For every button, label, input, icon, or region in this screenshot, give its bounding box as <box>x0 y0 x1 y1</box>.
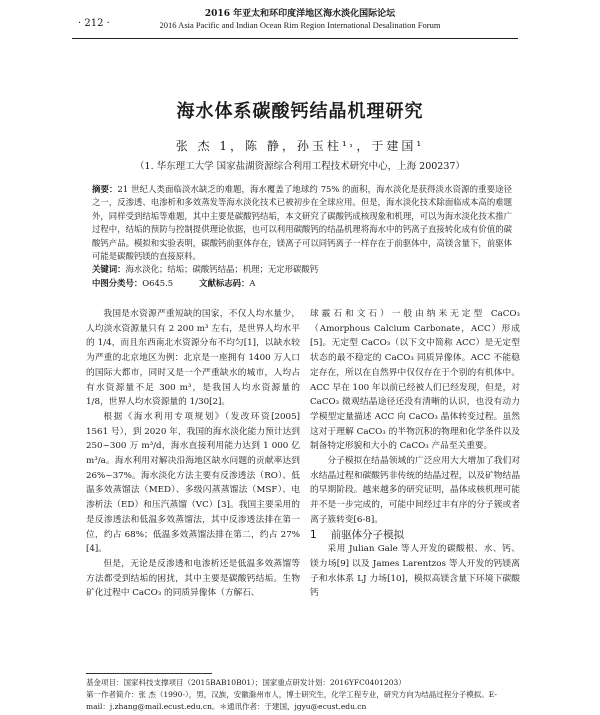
journal-title-cn: 2016 年亚太和环印度洋地区海水淡化国际论坛 <box>204 9 396 19</box>
body-paragraph-5: 采用 Julian Gale 等人开发的碳酸根、水、钙、镁力场[9] 以及 James Larentzos 等人开发的钙镁离子和水体系 LJ 力场[10]，模拟高镁含量下环境下碳酸钙 <box>310 544 520 599</box>
page-number: · 212 · <box>78 18 110 29</box>
body-paragraph-4: 分子模拟在结晶领域的广泛应用大大增加了我们对水结晶过程和碳酸钙非传统的结晶过程，以及矿物结晶的早期阶段。越来越多的研究证明，晶体成核机理可能并不是一步完成的，可能中间经过丰有序的分子簇或者离子簇转变[6-8]。 <box>310 456 520 525</box>
classification-line <box>92 277 512 290</box>
affiliation: （1. 华东理工大学 国家盐湖资源综合利用工程技术研究中心，上海 200237） <box>135 161 465 172</box>
keywords-text: 海水淡化；结垢；碳酸钙结晶；机理；无定形碳酸钙 <box>125 264 319 275</box>
running-header <box>0 4 600 40</box>
abstract-paragraph <box>92 183 512 263</box>
header-rule <box>72 38 518 39</box>
keywords-line <box>92 263 512 276</box>
doc-code: A <box>249 277 256 288</box>
author-list: 张 杰 1，陈 静，孙玉柱¹˒，于建国¹ <box>175 139 425 153</box>
class-label: 中图分类号： <box>92 277 143 288</box>
left-column <box>86 307 300 601</box>
abstract-block <box>92 183 512 290</box>
section-heading-1 <box>310 528 520 543</box>
footnote-rule <box>86 673 212 674</box>
class-code: O645.5 <box>142 277 174 288</box>
journal-title-en: 2016 Asia Pacific and Indian Ocean Rim Region International Desalination Forum <box>159 20 441 30</box>
abstract-text: 21 世纪人类面临淡水缺乏的难题，海水覆盖了地球约 75% 的面积，海水淡化是获得淡水资源的重要途径之一，反渗透、电渗析和多效蒸发等海水淡化技术已被初步在全球应用。但是，海水淡化技术除面临成本高的难题外，同样受到结垢等难题，其中主要是碳酸钙结垢，本文研究了碳酸钙成核现象和机理，可以为海水淡化技术推广过程中，结垢的预防与控制提供理论依据，也可以利用碳酸钙的结晶机理将海水中的钙离子直接转化成有价值的碳酸钙产品。模拟和实验表明，碳酸钙前驱体存在，镁离子可以同钙离子一样存在于前驱体中，高镁含量下，前驱体可能是碳酸钙镁的直接原料。 <box>92 184 512 262</box>
section-number: 1 <box>310 528 317 541</box>
body-paragraph-1: 我国是水资源严重短缺的国家，不仅人均水量少，人均淡水资源量只有 2 200 m³ 左右，是世界人均水平的 1/4，而且东西南北水资源分布不均匀[1]，以缺水较为严重的北京地区为例：北京是一座拥有 1400 万人口的国际大都市，同时又是一个严重缺水的城市，人均占有水资源量不足 300 m³，是我国人均水资源量的 1/8，世界人均水资源量的 1/30[2]。 <box>86 309 300 408</box>
right-column <box>310 307 520 601</box>
body-paragraph-3: 但是，无论是反渗透和电渗析还是低温多效蒸馏等方法都受到结垢的困扰，其中主要是碳酸钙结垢。生物矿化过程中 CaCO₃ 的同质异像体（方解石、 <box>86 558 300 599</box>
funding-note: 基金项目：国家科技支撑项目（2015BAB10B01）；国家重点研发计划：2016YFC0401203） <box>86 678 406 687</box>
footnotes <box>86 677 520 713</box>
section-title: 前驱体分子模拟 <box>330 528 405 541</box>
abstract-label: 摘要： <box>92 184 118 194</box>
paper-title: 海水体系碳酸钙结晶机理研究 <box>176 101 424 122</box>
doc-label: 文献标志码： <box>199 277 250 288</box>
body-paragraph-3-continued: 球霰石和文石）一般由纳米无定型 CaCO₃（Amorphous Calcium Carbonate，ACC）形成[5]。无定型 CaCO₃（以下文中简称 ACC）是无定型状态的最不稳定的 CaCO₃ 同质异像体。ACC 不能稳定存在，所以在自然界中仅仅存在于个别的有机体中。ACC 早在 100 年以前已经被人们已经发现，但是，对 CaCO₃ 微观结晶途径还没有清晰的认识，也没有动力学模型定量描述 ACC 向 CaCO₃ 晶体转变过程。虽然这对于理解 CaCO₃ 的半物沉积的物理和化学条件以及制备特定形貌和大小的 CaCO₃ 产品至关重要。 <box>310 309 520 452</box>
keywords-label: 关键词： <box>92 264 126 275</box>
body-paragraph-2: 根据《海水利用专项规划》（发改环资[2005] 1561 号），到 2020 年，我国的海水淡化能力预计达到 250~300 万 m³/d，海水直接利用能力达到 1 000 亿 m³/a。海水利用对解决沿海地区缺水问题的贡献率达到 26%~37%。海水淡化方法主要有反渗透法（RO）、低温多效蒸馏法（MED）、多级闪蒸蒸馏法（MSF）、电渗析法（ED）和压汽蒸馏（VC）[3]。我国主要采用的是反渗透法和低温多效蒸馏法，其中反渗透法排在第一位，约占 68%；低温多效蒸馏法排在第二，约占 27%[4]。 <box>86 411 300 555</box>
author-note: 第一作者简介：张 杰（1990-），男，汉族，安徽滁州市人，博士研究生，化学工程专业，研究方向为结晶过程分子模拟。E-mail：j.zhang@mail.ecust.edu.cn。＊通讯作者：于建国，jgyu@ecust.edu.cn <box>86 690 497 711</box>
